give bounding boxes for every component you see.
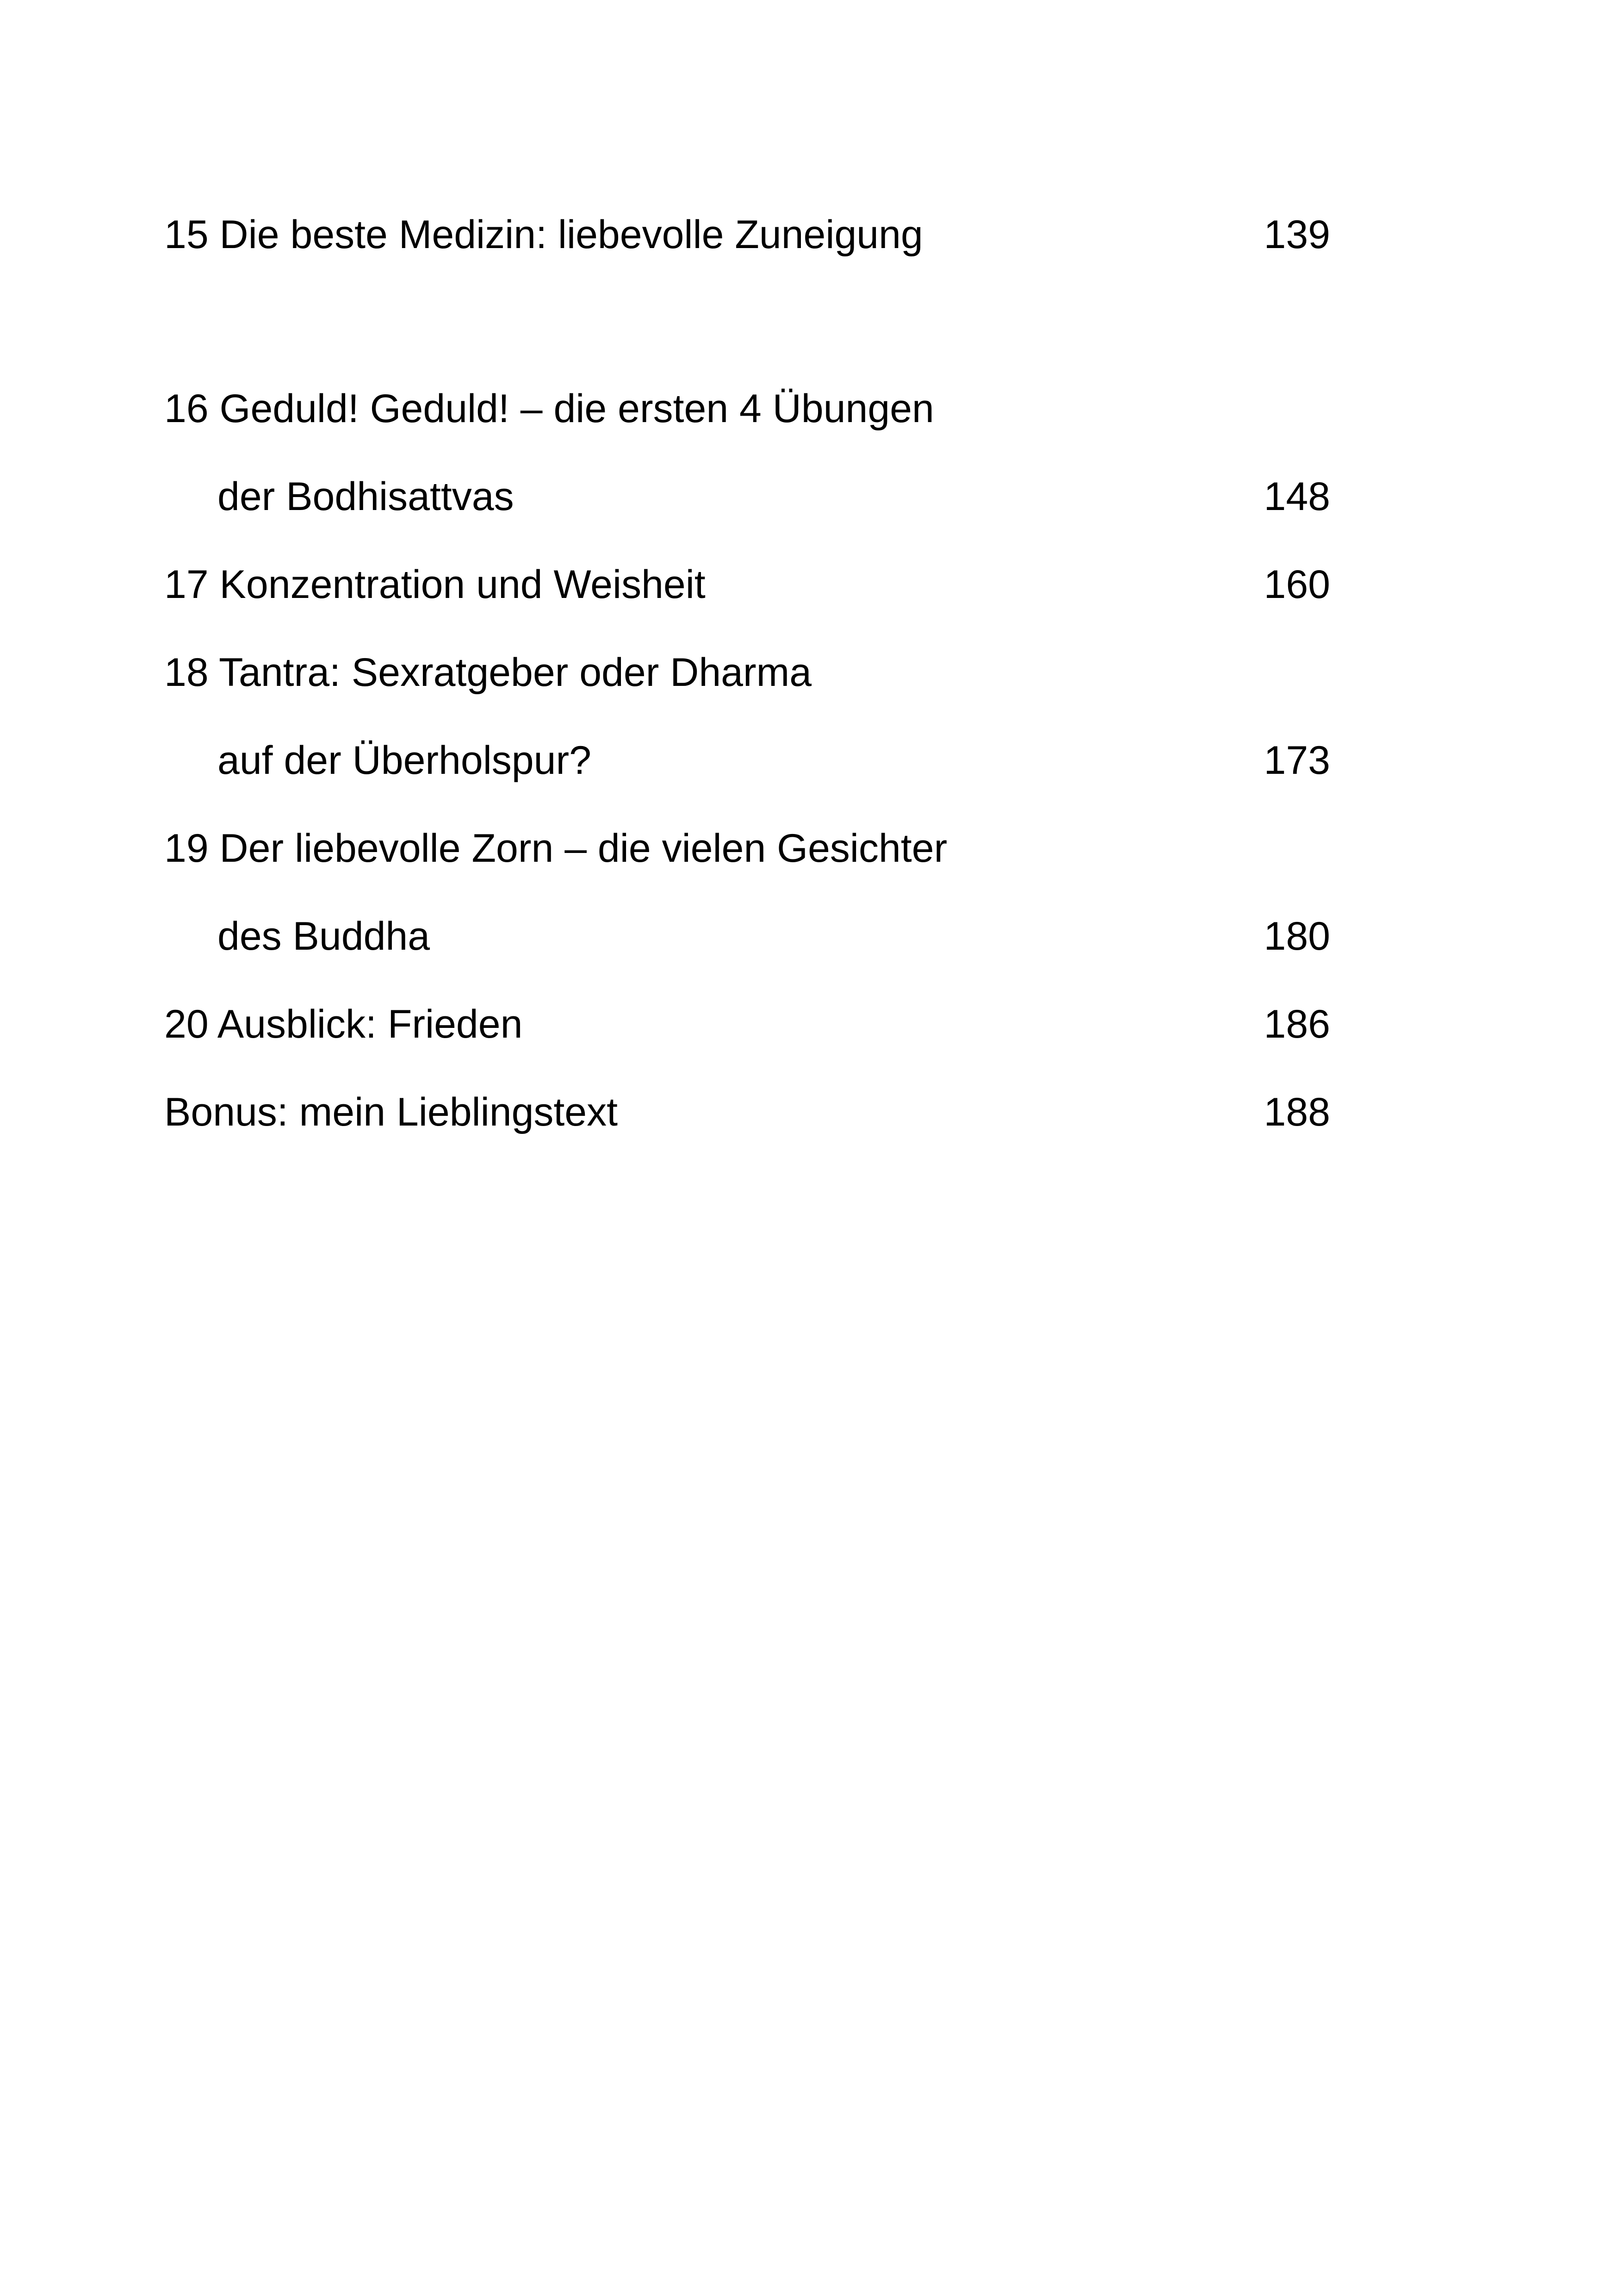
toc-entry-title: 16 Geduld! Geduld! – die ersten 4 Übungen [164, 386, 934, 431]
toc-entry-page: 186 [1264, 1002, 1330, 1046]
toc-entry-title: der Bodhisattvas [217, 474, 514, 519]
toc-entry-bonus [164, 1080, 1330, 1145]
toc-entry-20 [164, 992, 1330, 1057]
toc-entry-16-continuation [164, 464, 1330, 529]
toc-entry-19-continuation [164, 904, 1330, 969]
toc-entry-17 [164, 552, 1330, 617]
toc-entry-page: 139 [1264, 212, 1330, 257]
toc-entry-title: des Buddha [217, 914, 430, 958]
toc-entry-18-continuation [164, 728, 1330, 793]
toc-entry-title: 18 Tantra: Sexratgeber oder Dharma [164, 650, 812, 695]
toc-entry-16 [164, 376, 1330, 441]
toc-entry-18 [164, 640, 1330, 705]
toc-entry-page: 160 [1264, 562, 1330, 607]
toc-entry-19 [164, 816, 1330, 881]
toc-entry-15 [164, 202, 1330, 267]
toc-entry-page: 188 [1264, 1090, 1330, 1134]
toc-entry-page: 173 [1264, 738, 1330, 783]
toc-entry-title: 20 Ausblick: Frieden [164, 1002, 523, 1046]
toc-entry-title: 15 Die beste Medizin: liebevolle Zuneigung [164, 212, 923, 257]
toc-entry-page: 180 [1264, 914, 1330, 958]
toc-entry-title: 19 Der liebevolle Zorn – die vielen Gesichter [164, 826, 948, 871]
toc-entry-title: auf der Überholspur? [217, 738, 591, 783]
toc-entry-title: 17 Konzentration und Weisheit [164, 562, 706, 607]
toc-entry-title: Bonus: mein Lieblingstext [164, 1090, 618, 1134]
toc-entry-page: 148 [1264, 474, 1330, 519]
